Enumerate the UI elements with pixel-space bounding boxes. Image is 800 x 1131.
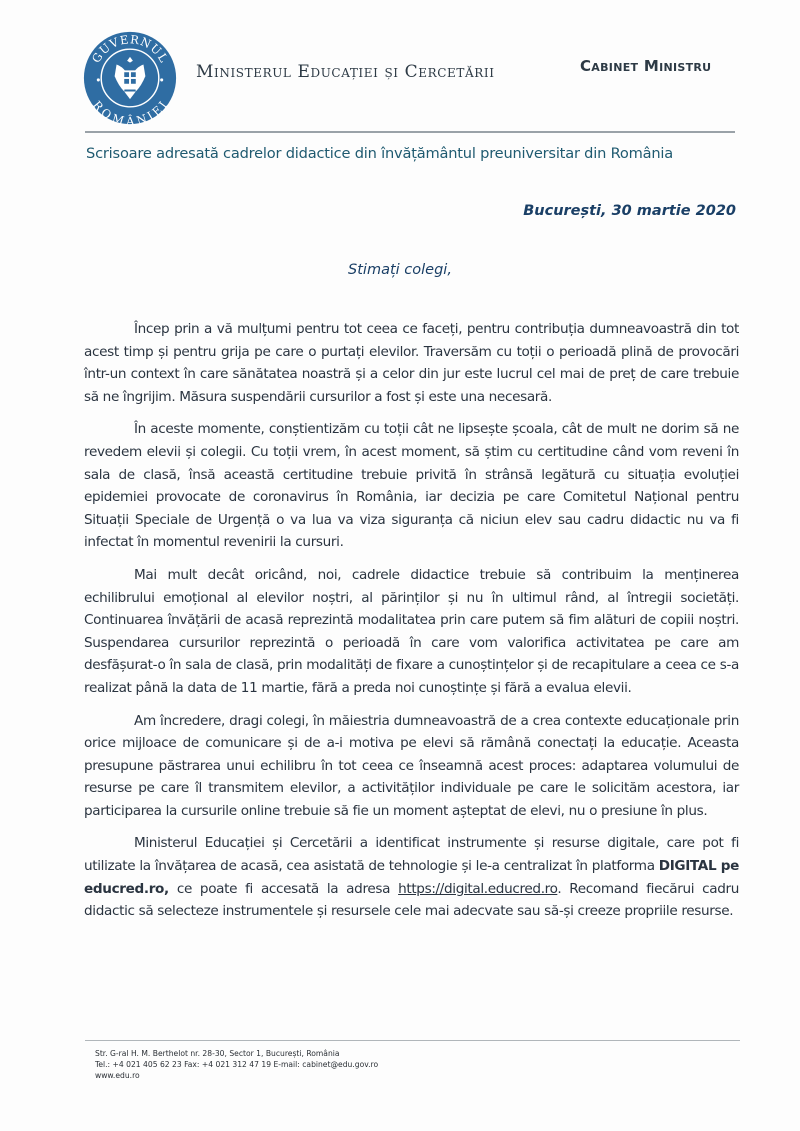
platform-name: DIGITAL pe educred.ro, bbox=[84, 858, 740, 897]
digital-platform-link[interactable]: https://digital.educred.ro bbox=[398, 880, 558, 897]
government-seal-icon bbox=[82, 30, 178, 126]
paragraph-text: Ministerul Educației și Cercetării a identificat instrumente și resurse digitale, care pot fi utilizate la învățarea de acasă, cea asistată de tehnologie și le-a centralizat în platforma bbox=[84, 835, 739, 875]
letter-title: Scrisoare adresată cadrelor didactice din învățământul preuniversitar din România bbox=[86, 145, 674, 162]
paragraph-text: ce poate fi accesată la adresa bbox=[168, 880, 399, 897]
letter-body bbox=[84, 318, 739, 933]
paragraph-digital-resources bbox=[84, 832, 739, 922]
paragraph: Am încredere, dragi colegi, în măiestria dumneavoastră de a crea contexte educaționale prin orice mijloace de comunicare și de a-i motiva pe elevi să rămână conectați la educație. Aceasta presupune păstrarea unui echilibru în tot ceea ce înseamnă acest proces: adaptarea volumului de resurse pe care îl transmitem elevilor, a activităților individuale pe care le solicităm acestora, iar participarea la cursurile online trebuie să fie un moment așteptat de elevi, nu o presiune în plus. bbox=[84, 712, 739, 819]
seal-text-bottom: ROMÂNIEI bbox=[89, 98, 171, 126]
footer-website: www.edu.ro bbox=[95, 1071, 140, 1080]
footer-contact: Tel.: +4 021 405 62 23 Fax: +4 021 312 47 19 E-mail: cabinet@edu.gov.ro bbox=[95, 1060, 379, 1069]
paragraph: Mai mult decât oricând, noi, cadrele didactice trebuie să contribuim la menținerea echilibrului emoțional al elevilor noștri, al părinților și nu în ultimul rând, al întregii societăți. Continuarea învățării de acasă reprezintă modalitatea prin care putem să fim alături de copiii noștri. Suspendarea cursurilor reprezintă o perioadă în care vom valorifica activitatea pe care am desfășurat-o în sala de clasă, prin modalități de fixare a cunoștințelor și de recapitulare a ceea ce s-a realizat până la data de 11 martie, fără a preda noi cunoștințe și fără a evalua elevii. bbox=[84, 566, 739, 696]
paragraph: În aceste momente, conștientizăm cu toții cât ne lipsește școala, cât de mult ne dorim să ne revedem elevii și colegii. Cu toții vrem, în acest moment, să știm cu certitudine când vom reveni în sala de clasă, însă această certitudine trebuie privită în strânsă legătură cu situația evoluției epidemiei provocate de coronavirus în România, iar decizia pe care Comitetul Național pentru Situații Speciale de Urgență o va lua va viza siguranța că niciun elev sau cadru didactic nu va fi infectat în momentul revenirii la cursuri. bbox=[84, 421, 739, 551]
footer bbox=[95, 1048, 378, 1081]
ministry-name: Ministerul Educației și Cercetării bbox=[196, 62, 495, 82]
footer-address: Str. G-ral H. M. Berthelot nr. 28-30, Sector 1, București, România bbox=[95, 1049, 340, 1058]
header-divider bbox=[85, 131, 735, 133]
footer-divider bbox=[85, 1040, 740, 1041]
seal-text-top: GUVERNUL bbox=[88, 32, 172, 66]
paragraph: Încep prin a vă mulțumi pentru tot ceea ce faceți, pentru contribuția dumneavoastră din tot acest timp și pentru grija pe care o purtați elevilor. Traversăm cu toții o perioadă plină de provocări într-un context în care sănătatea noastră și a celor din jur este lucrul cel mai de preț de care trebuie să ne îngrijim. Măsura suspendării cursurilor a fost și este una necesară. bbox=[84, 321, 739, 405]
department-name: Cabinet Ministru bbox=[580, 57, 712, 75]
letter-date: București, 30 martie 2020 bbox=[523, 203, 736, 219]
letter-greeting: Stimați colegi, bbox=[348, 262, 452, 278]
paragraph-text: . Recomand fiecărui cadru didactic să selecteze instrumentele și resursele cele mai adecvate sau să-și creeze propriile resurse. bbox=[84, 880, 739, 920]
